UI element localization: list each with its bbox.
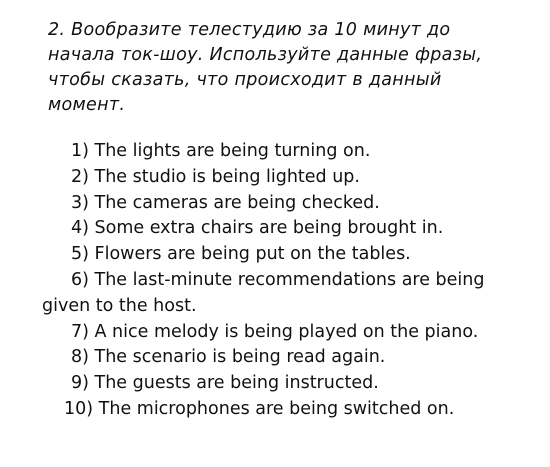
- list-item: [0, 268, 550, 320]
- answer-text: 8) The scenario is being read again.: [71, 347, 386, 368]
- list-item: [0, 397, 550, 423]
- list-item: [0, 216, 550, 242]
- answer-continuation: given to the host.: [42, 295, 197, 316]
- list-item: [0, 191, 550, 217]
- task-instruction: 2. Вообразите телестудию за 10 минут до начала ток-шоу. Используйте данные фразы, чтобы сказать, что происходит в данный момент.: [48, 20, 483, 115]
- list-item: [0, 345, 550, 371]
- answer-text: 9) The guests are being instructed.: [71, 373, 379, 394]
- answer-text: 5) Flowers are being put on the tables.: [71, 244, 411, 265]
- answer-text: 3) The cameras are being checked.: [71, 192, 380, 213]
- answer-text: 7) A nice melody is being played on the piano.: [71, 321, 479, 342]
- list-item: [0, 165, 550, 191]
- answer-text: 4) Some extra chairs are being brought in.: [71, 218, 444, 239]
- answer-text: 1) The lights are being turning on.: [71, 141, 371, 161]
- list-item: [0, 320, 550, 346]
- answer-list: [0, 139, 550, 423]
- list-item: [0, 139, 550, 165]
- answer-text: 10) The microphones are being switched on.: [64, 398, 455, 419]
- list-item: [0, 371, 550, 397]
- answer-text: 2) The studio is being lighted up.: [71, 166, 360, 187]
- list-item: [0, 242, 550, 268]
- answer-text: 6) The last-minute recommendations are being: [71, 269, 485, 290]
